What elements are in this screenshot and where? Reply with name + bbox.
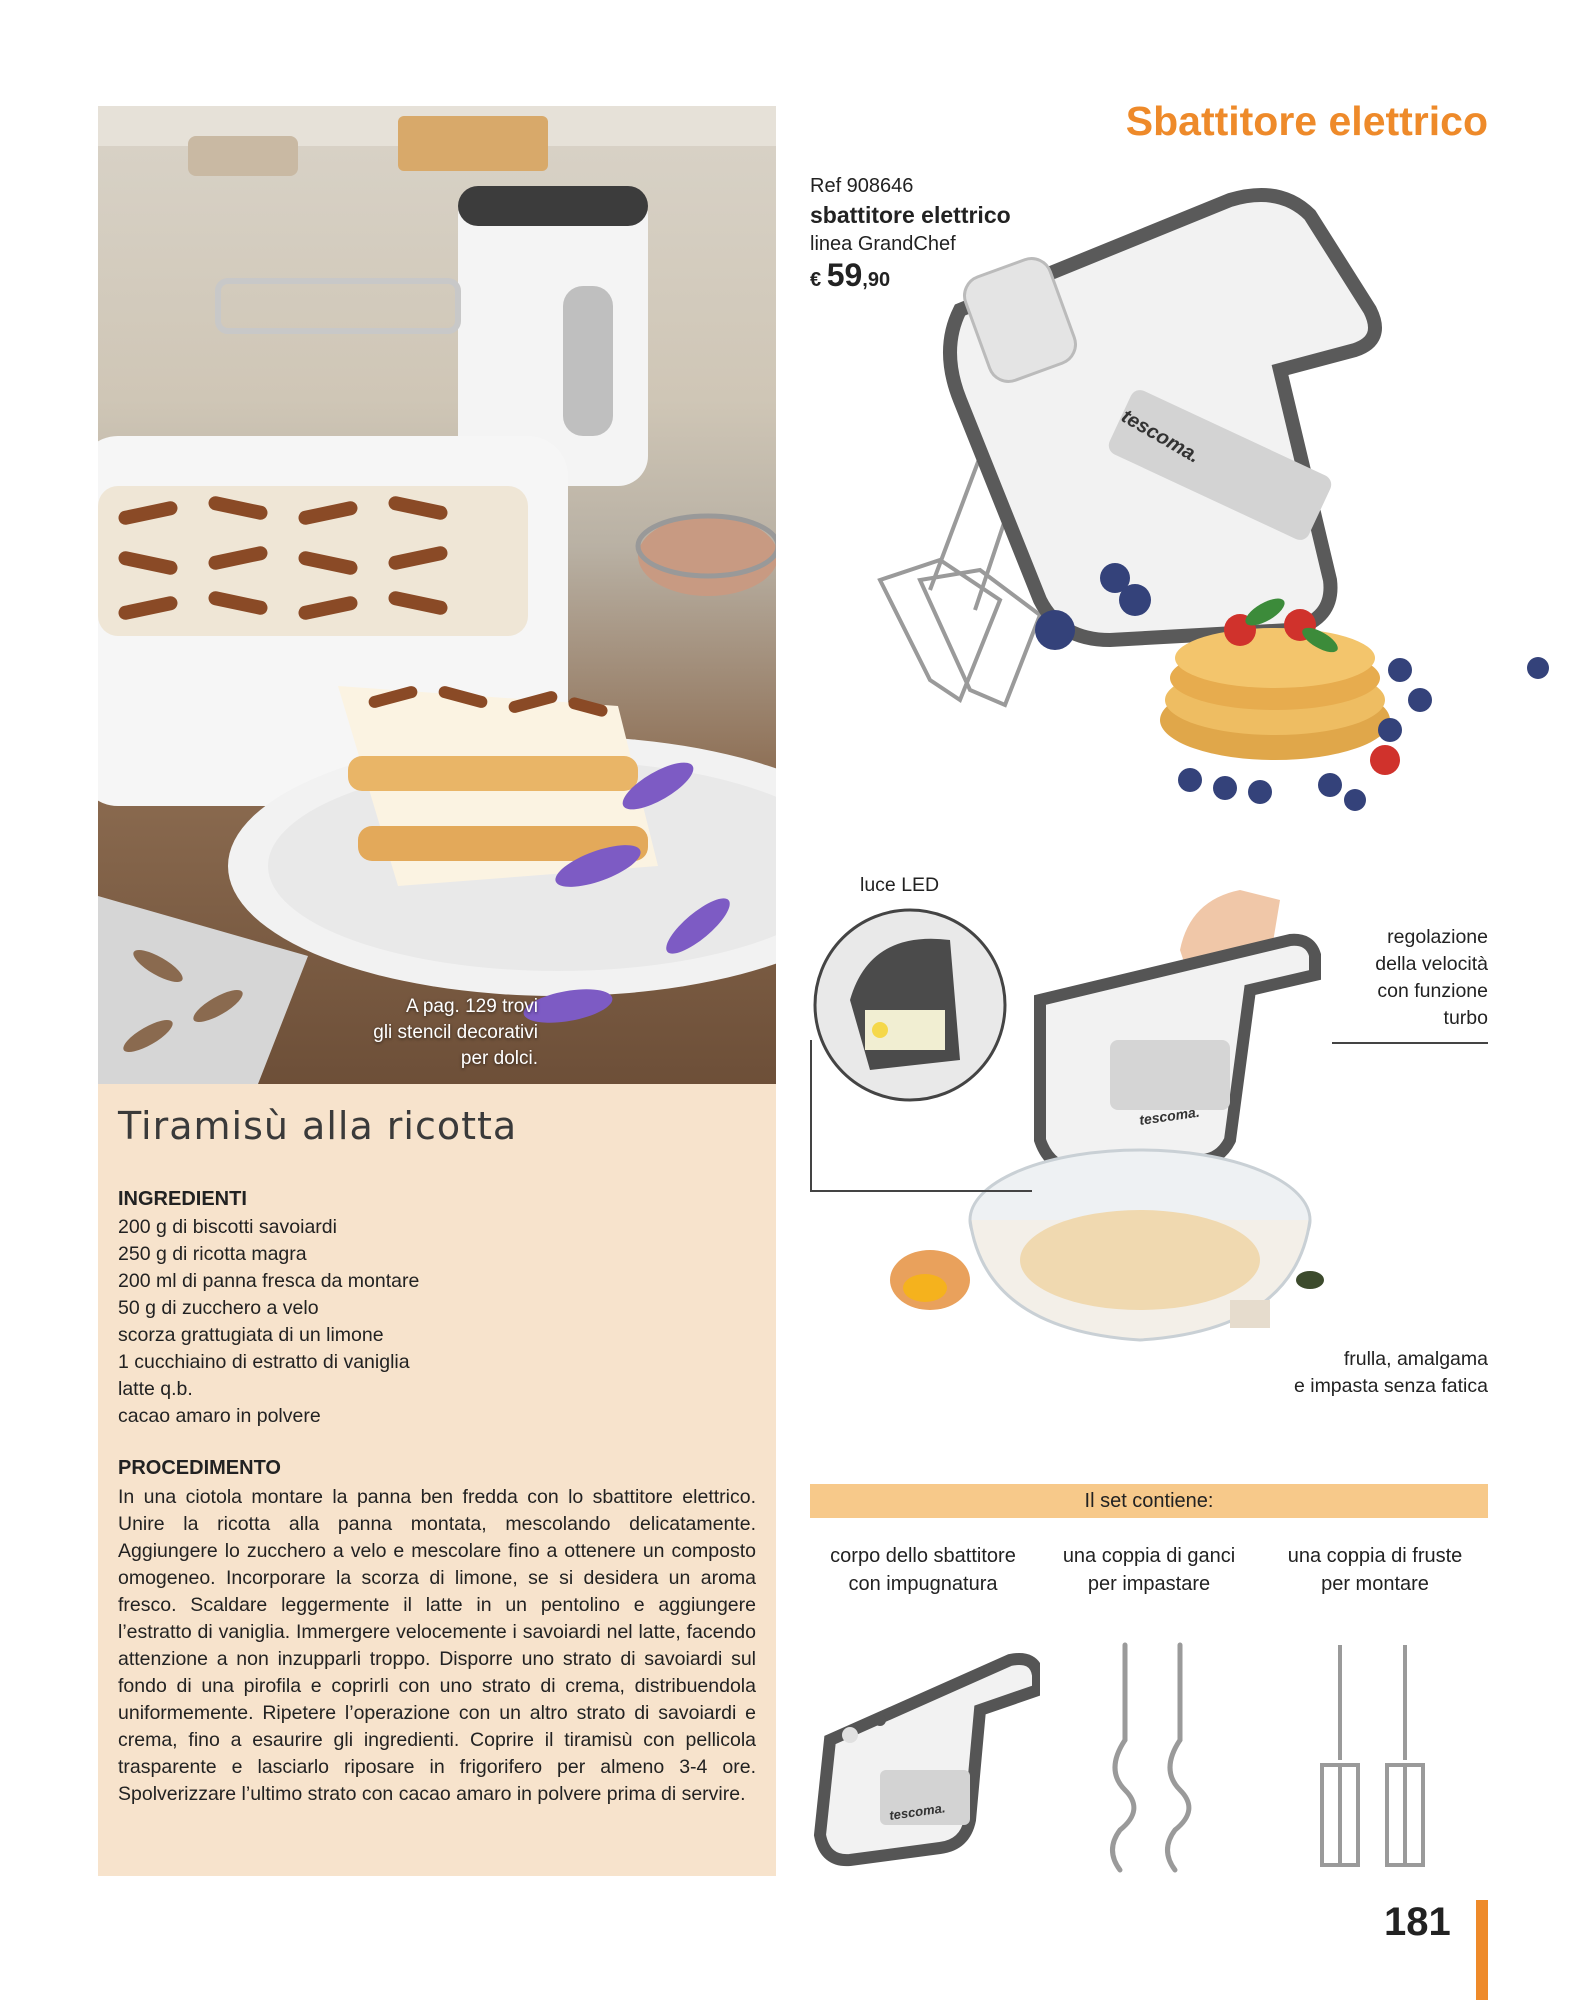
led-feature-label: luce LED: [860, 874, 940, 896]
caption-line: gli stencil decorativi: [373, 1022, 538, 1043]
speed-label-line: turbo: [1443, 1007, 1488, 1029]
set-item-line: con impugnatura: [848, 1573, 998, 1595]
tiramisu-illustration: [98, 106, 776, 1084]
recipe-panel: [98, 1084, 776, 1876]
product-ref: Ref 908646: [810, 175, 914, 197]
dough-hooks-image: [1100, 1640, 1210, 1880]
set-item-hooks: [1036, 1542, 1262, 1598]
ingredient-item: 1 cucchiaino di estratto di vaniglia: [118, 1351, 410, 1373]
mixer-brand-label: tescoma.: [1138, 1103, 1201, 1128]
product-line: linea GrandChef: [810, 233, 956, 255]
page-number: 181: [1384, 1900, 1451, 1944]
mix-label-line: e impasta senza fatica: [1293, 1375, 1488, 1397]
caption-line: per dolci.: [460, 1048, 538, 1069]
ingredients-list: [118, 1214, 738, 1430]
stencil-caption: [373, 994, 538, 1072]
led-callout-line: [810, 1040, 1032, 1192]
set-item-line: corpo dello sbattitore: [830, 1545, 1016, 1567]
caption-line: A pag. 129 trovi: [405, 996, 538, 1017]
ingredient-item: 250 g di ricotta magra: [118, 1243, 307, 1265]
ingredient-item: scorza grattugiata di un limone: [118, 1324, 384, 1346]
speed-callout-line: [1332, 1042, 1488, 1044]
speed-feature-label: [1375, 924, 1488, 1032]
ingredient-item: cacao amaro in polvere: [118, 1405, 321, 1427]
price-currency: €: [810, 269, 822, 291]
set-contents-heading: Il set contiene:: [810, 1484, 1488, 1518]
page-accent-bar: [1476, 1900, 1488, 2000]
procedure-heading: PROCEDIMENTO: [118, 1457, 281, 1479]
speed-label-line: regolazione: [1387, 926, 1488, 948]
speed-label-line: della velocità: [1375, 953, 1488, 975]
set-item-line: per montare: [1321, 1573, 1429, 1595]
product-heading: Sbattitore elettrico: [1125, 98, 1488, 144]
procedure-text: In una ciotola montare la panna ben fredda con lo sbattitore elettrico. Unire la ricotta alla panna montata, mescolando delicatamente. Aggiungere lo zucchero a velo e mescolare fino a ottenere un composto omogeneo. Incorporare la scorza di limone, se si desidera un aroma fresco. Scaldare leggermente il latte in un pentolino e aggiungere l’estratto di vaniglia. Immergere velocemente i savoiardi nel latte, facendo attenzione a non inzupparli troppo. Disporre uno strato di savoiardi sul fondo di una pirofila e coprirli con uno strato di crema, distribuendola uniformemente. Ripetere l’operazione con un altro strato di savoiardi e crema, fino a esaurire gli ingredienti. Coprire il tiramisù con pellicola trasparente e lasciarlo riposare in frigorifero per almeno 3-4 ore. Spolverizzare l’ultimo strato con cacao amaro in polvere prima di servire.: [118, 1486, 756, 1805]
mixer-body-image: [810, 1640, 1040, 1880]
mixer-brand-label: tescoma.: [1117, 405, 1204, 468]
price-main: 59: [826, 257, 863, 293]
ingredient-item: 200 ml di panna fresca da montare: [118, 1270, 420, 1292]
mixer-product-image: [810, 160, 1570, 820]
set-item-line: una coppia di ganci: [1062, 1545, 1236, 1567]
ingredient-item: latte q.b.: [118, 1378, 193, 1400]
speed-label-line: con funzione: [1377, 980, 1488, 1002]
ingredients-heading: INGREDIENTI: [118, 1188, 247, 1210]
mix-feature-label: [1294, 1346, 1488, 1400]
set-item-body: [810, 1542, 1036, 1598]
price-cents: ,90: [862, 269, 891, 291]
tiramisu-photo: [98, 106, 776, 1084]
mixer-brand-label: tescoma.: [888, 1800, 947, 1823]
set-item-whisks: [1262, 1542, 1488, 1598]
product-name: sbattitore elettrico: [810, 202, 1011, 228]
set-item-line: una coppia di fruste: [1287, 1545, 1463, 1567]
ingredient-item: 50 g di zucchero a velo: [118, 1297, 319, 1319]
whisks-image: [1310, 1640, 1440, 1880]
recipe-title: Tiramisù alla ricotta: [118, 1104, 518, 1148]
mix-label-line: frulla, amalgama: [1343, 1348, 1488, 1370]
ingredient-item: 200 g di biscotti savoiardi: [118, 1216, 337, 1238]
set-item-line: per impastare: [1087, 1573, 1211, 1595]
